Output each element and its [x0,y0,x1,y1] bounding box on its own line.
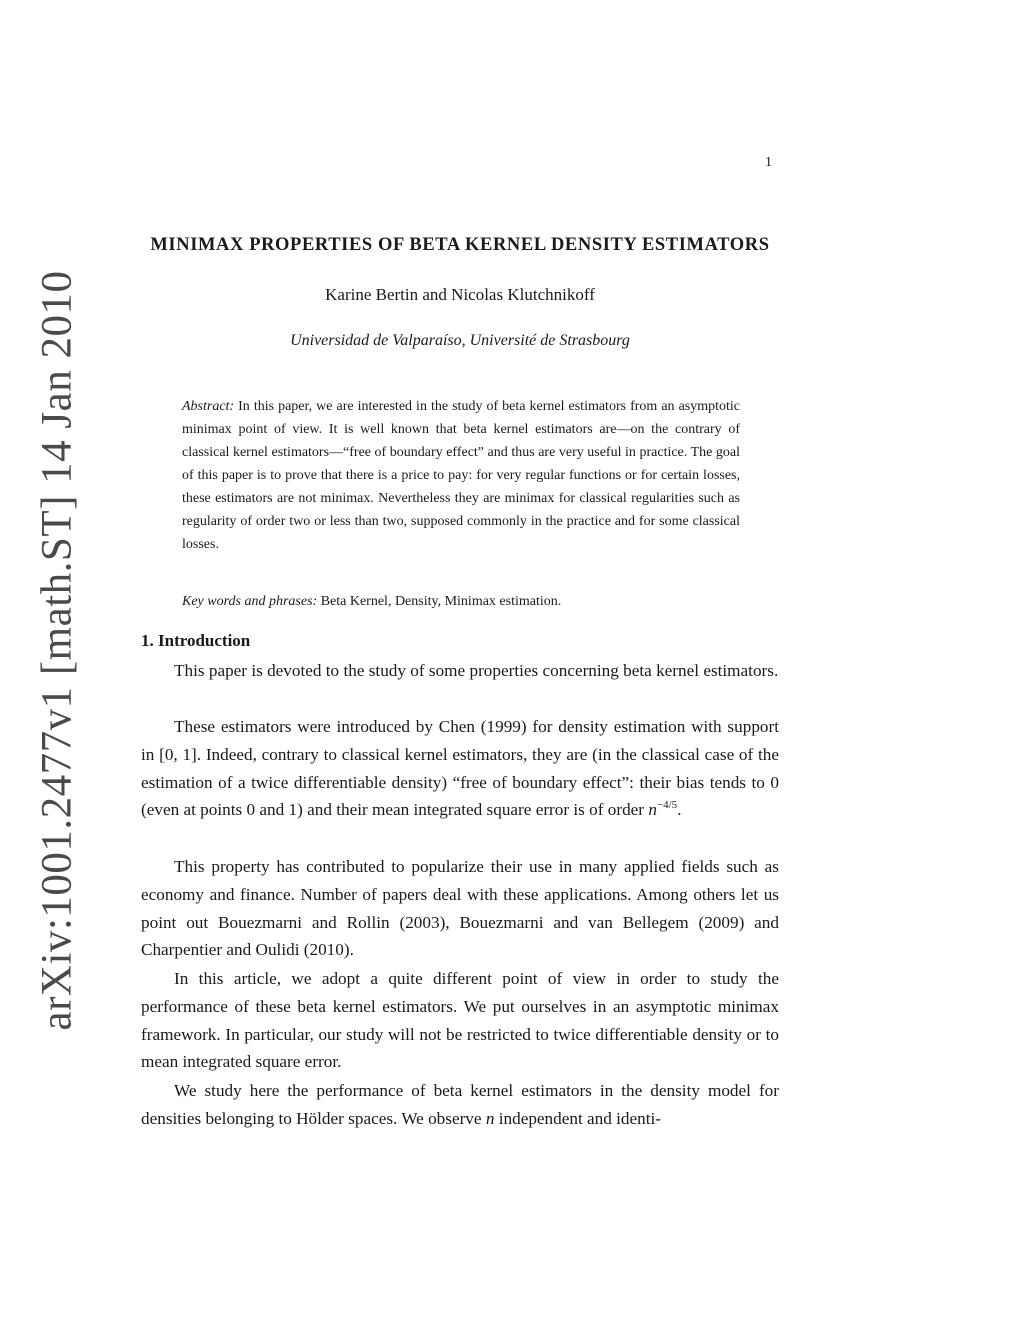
paragraph-4 [141,965,779,1076]
paragraph-5-end: independent and identi- [494,1108,662,1128]
paragraph-5-main: We study here the performance of beta kernel estimators in the density model for densities belonging to Hölder spaces. We observe [141,1081,779,1128]
section-number: 1. [141,631,154,650]
keywords-label: Key words and phrases: [182,594,318,609]
math-n-2: n [485,1108,495,1128]
math-exponent: −4/5 [656,799,678,812]
arxiv-identifier: arXiv:1001.2477v1 [math.ST] 14 Jan 2010 [33,270,81,1030]
math-n: n [648,800,657,820]
section-title: Introduction [158,631,251,650]
authors: Karine Bertin and Nicolas Klutchnikoff [325,285,595,304]
paragraph-3-text: This property has contributed to popularize their use in many applied fields such as economy and finance. Number of papers deal with these applications. Among others let us point out Bouezmarni and Rollin (2003), Bouezmarni and van Bellegem (2009) and Charpentier and Oulidi (2010). [141,857,779,960]
keywords-text: Beta Kernel, Density, Minimax estimation. [320,594,562,609]
paragraph-3 [141,853,779,964]
paragraph-1 [141,657,779,685]
keywords [182,594,740,610]
page-number: 1 [765,155,772,170]
paragraph-2-end: . [677,800,682,820]
arxiv-identifier-container [33,270,81,1030]
paper-title: MINIMAX PROPERTIES OF BETA KERNEL DENSITY ESTIMATORS [150,235,770,255]
affiliation: Universidad de Valparaíso, Université de Strasbourg [290,332,630,349]
paragraph-2 [141,713,779,824]
paragraph-4-text: In this article, we adopt a quite different point of view in order to study the performance of these beta kernel estimators. We put ourselves in an asymptotic minimax framework. In particular, our study will not be restricted to twice differentiable density or to mean integrated square error. [141,969,779,1072]
paragraph-5 [141,1077,779,1133]
paragraph-5-text [141,1077,779,1133]
paragraph-2-text [141,713,779,824]
abstract-text: In this paper, we are interested in the study of beta kernel estimators from an asymptotic minimax point of view. It is well known that beta kernel estimators are—on the contrary of classical kernel estimators—“free of boundary effect” and thus are very useful in practice. The goal of this paper is to prove that there is a price to pay: for very regular functions or for certain losses, these estimators are not minimax. Nevertheless they are minimax for classical regularities such as regularity of order two or less than two, supposed commonly in the practice and for some classical losses. [182,399,741,552]
abstract [182,395,740,556]
paragraph-2-main: These estimators were introduced by Chen (1999) for density estimation with support in [0, 1]. Indeed, contrary to classical kernel estimators, they are (in the classical case of the estimation of a twice differentiable density) “free of boundary effect”: their bias tends to 0 (even at points 0 and 1) and their mean integrated square error is of order [141,717,779,820]
paragraph-1-text: This paper is devoted to the study of some properties concerning beta kernel estimators. [174,661,779,680]
section-heading [141,631,250,651]
abstract-label: Abstract: [182,399,235,414]
